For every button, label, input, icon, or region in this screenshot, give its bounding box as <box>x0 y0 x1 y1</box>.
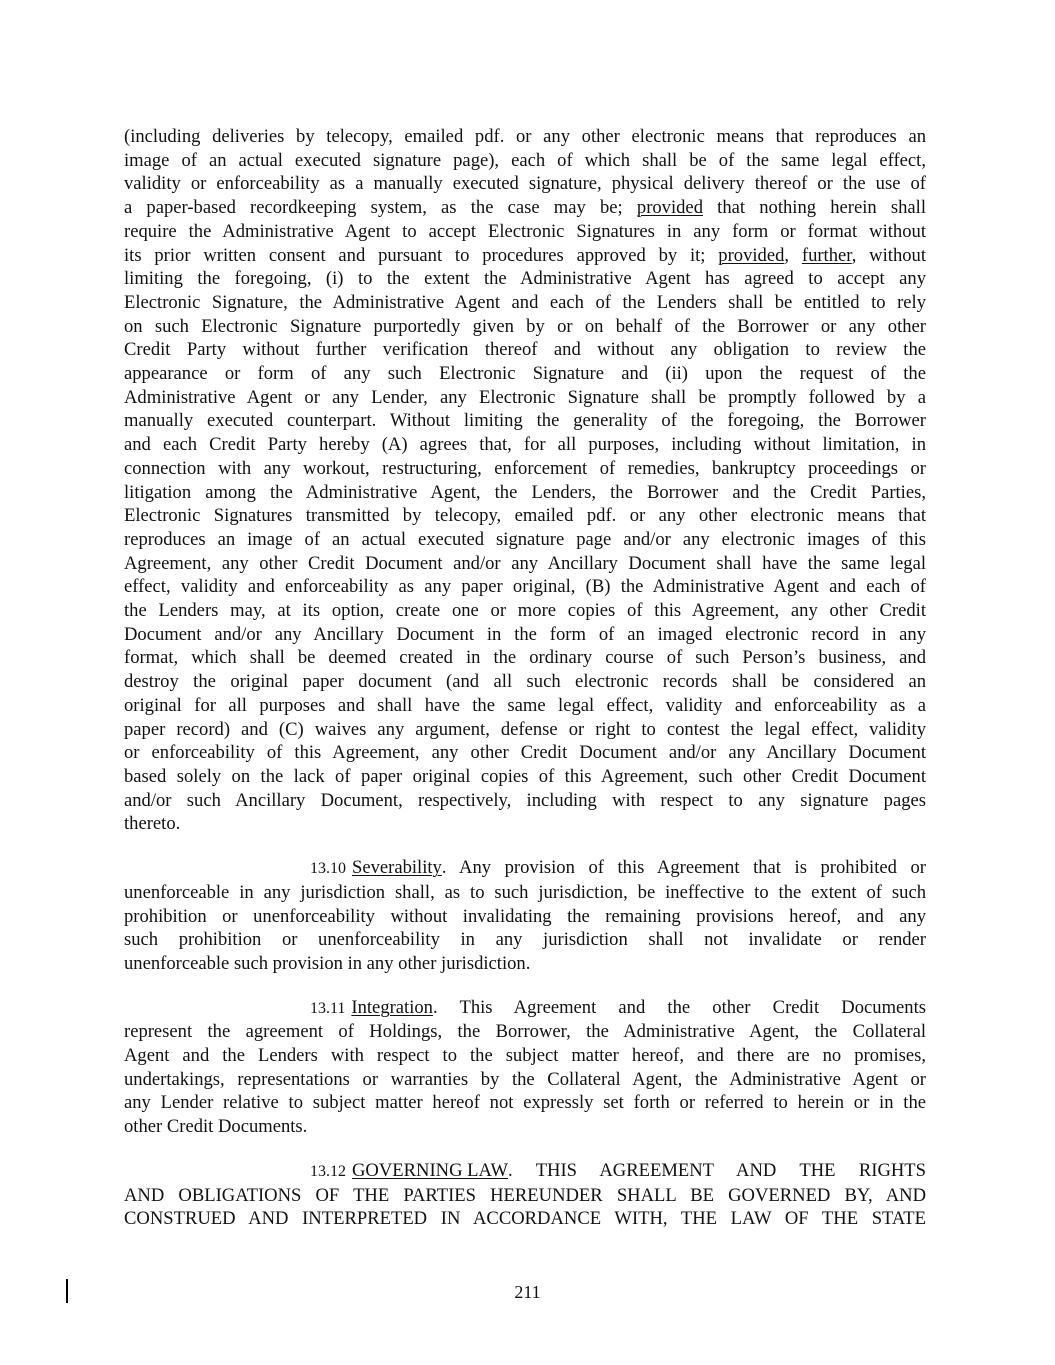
text-run: manually executed counterpart. Without limiting the generality of the foregoing, the Borrower <box>124 410 926 432</box>
section-13-12 <box>124 1159 926 1231</box>
text-run: connection with any workout, restructuring, enforcement of remedies, bankruptcy proceedings or <box>124 457 926 479</box>
paragraph-line <box>124 267 926 291</box>
paragraph-gap <box>124 836 926 856</box>
underlined-term: provided <box>636 197 703 219</box>
text-run: Administrative Agent or any Lender, any Electronic Signature shall be promptly followed by a <box>124 386 926 408</box>
section-line: AND OBLIGATIONS OF THE PARTIES HEREUNDER SHALL BE GOVERNED BY, AND <box>124 1184 926 1206</box>
section-line: any Lender relative to subject matter hereof not expressly set forth or referred to herein or in the <box>124 1092 926 1114</box>
paragraph-line <box>124 504 926 528</box>
text-run: Electronic Signature, the Administrative Agent and each of the Lenders shall be entitled to rely <box>124 291 926 313</box>
text-run: a paper-based recordkeeping system, as the case may be; <box>124 197 637 219</box>
text-run: , without <box>851 244 926 266</box>
text-run: validity or enforceability as a manually executed signature, physical delivery thereof or the use of <box>124 173 926 195</box>
section-line: CONSTRUED AND INTERPRETED IN ACCORDANCE WITH, THE LAW OF THE STATE <box>124 1208 926 1230</box>
page-number: 211 <box>514 1282 541 1302</box>
text-run: thereto. <box>124 813 181 835</box>
paragraph-line <box>124 623 926 647</box>
paragraph-line <box>124 528 926 552</box>
text-run: and/or such Ancillary Document, respectively, including with respect to any signature pages <box>124 789 926 811</box>
text-run: the Lenders may, at its option, create one or more copies of this Agreement, any other Credit <box>124 600 926 622</box>
section-13-10 <box>124 856 926 976</box>
section-first-line <box>124 1159 926 1184</box>
text-run: Credit Party without further verification thereof and without any obligation to review the <box>124 339 926 361</box>
paragraph-line <box>124 433 926 457</box>
section-line: prohibition or unenforceability without invalidating the remaining provisions hereof, and any <box>124 905 926 927</box>
section-line: represent the agreement of Holdings, the Borrower, the Administrative Agent, the Collateral <box>124 1021 926 1043</box>
paragraph-line <box>124 244 926 268</box>
section-heading: Severability <box>352 857 442 879</box>
section-first-line-text: . THIS AGREEMENT AND THE RIGHTS <box>508 1159 926 1181</box>
text-run: litigation among the Administrative Agent, the Lenders, the Borrower and the Credit Parties, <box>124 481 926 503</box>
section-number: 13.12 <box>310 1162 346 1180</box>
text-run: based solely on the lack of paper original copies of this Agreement, such other Credit Document <box>124 765 926 787</box>
page-content <box>124 125 926 1231</box>
text-run: effect, validity and enforceability as any paper original, (B) the Administrative Agent and each of <box>124 576 926 598</box>
paragraph-line <box>124 718 926 742</box>
paragraph-line <box>124 196 926 220</box>
paragraph-line <box>124 149 926 173</box>
paragraph-line <box>124 386 926 410</box>
continuation-paragraph <box>124 125 926 836</box>
paragraph-line <box>124 741 926 765</box>
section-heading: Integration <box>351 996 433 1018</box>
paragraph-line <box>124 646 926 670</box>
sections <box>124 836 926 1231</box>
text-run: paper record) and (C) waives any argument, defense or right to contest the legal effect, validity <box>124 718 926 740</box>
section-line: such prohibition or unenforceability in any jurisdiction shall not invalidate or render <box>124 929 926 951</box>
section-first-line-text: . Any provision of this Agreement that is prohibited or <box>441 857 926 879</box>
section-line: unenforceable in any jurisdiction shall, as to such jurisdiction, be ineffective to the extent of such <box>124 881 926 903</box>
section-first-line-text: . This Agreement and the other Credit Documents <box>432 996 926 1018</box>
text-run: format, which shall be deemed created in the ordinary course of such Person’s business, and <box>124 647 926 669</box>
section-line: unenforceable such provision in any other jurisdiction. <box>124 952 531 974</box>
text-run: its prior written consent and pursuant to procedures approved by it; <box>124 244 719 266</box>
section-number: 13.11 <box>310 999 346 1017</box>
paragraph-line <box>124 575 926 599</box>
section-line: other Credit Documents. <box>124 1116 308 1138</box>
text-run: or enforceability of this Agreement, any other Credit Document and/or any Ancillary Document <box>124 742 926 764</box>
text-run: , <box>784 244 802 266</box>
text-run: appearance or form of any such Electronic Signature and (ii) upon the request of the <box>124 363 926 385</box>
paragraph-line <box>124 220 926 244</box>
paragraph-line <box>124 599 926 623</box>
text-run: Electronic Signatures transmitted by telecopy, emailed pdf. or any other electronic means that <box>124 505 926 527</box>
text-run: destroy the original paper document (and all such electronic records shall be considered an <box>124 671 926 693</box>
underlined-term: provided <box>718 244 785 266</box>
section-line: Agent and the Lenders with respect to the subject matter hereof, and there are no promises, <box>124 1045 926 1067</box>
text-run: (including deliveries by telecopy, emailed pdf. or any other electronic means that reproduces an <box>124 126 926 147</box>
text-run: and each Credit Party hereby (A) agrees that, for all purposes, including without limitation, in <box>124 434 926 456</box>
underlined-term: further <box>801 244 852 266</box>
text-run: Agreement, any other Credit Document and/or any Ancillary Document shall have the same legal <box>124 552 926 574</box>
paragraph-line <box>124 409 926 433</box>
text-run: require the Administrative Agent to accept Electronic Signatures in any form or format without <box>124 220 926 242</box>
text-run: limiting the foregoing, (i) to the extent the Administrative Agent has agreed to accept any <box>124 268 926 290</box>
paragraph-line <box>124 694 926 718</box>
text-run: image of an actual executed signature page), each of which shall be of the same legal effect, <box>124 149 926 171</box>
paragraph-line <box>124 338 926 362</box>
section-first-line <box>124 856 926 881</box>
text-run: Document and/or any Ancillary Document in the form of an imaged electronic record in any <box>124 623 926 645</box>
paragraph-line <box>124 457 926 481</box>
paragraph-gap <box>124 976 926 996</box>
section-line: undertakings, representations or warranties by the Collateral Agent, the Administrative Agent or <box>124 1068 926 1090</box>
text-run: original for all purposes and shall have the same legal effect, validity and enforceability as a <box>124 694 926 716</box>
paragraph-line <box>124 765 926 789</box>
section-13-11 <box>124 996 926 1139</box>
paragraph-gap <box>124 1139 926 1159</box>
section-first-line <box>124 996 926 1021</box>
paragraph-line <box>124 812 926 836</box>
text-run: that nothing herein shall <box>703 197 926 219</box>
paragraph-line <box>124 670 926 694</box>
paragraph-line <box>124 362 926 386</box>
text-run: on such Electronic Signature purportedly given by or on behalf of the Borrower or any other <box>124 315 926 337</box>
paragraph-line <box>124 291 926 315</box>
section-number: 13.10 <box>310 860 346 878</box>
paragraph-line <box>124 172 926 196</box>
paragraph-line <box>124 552 926 576</box>
text-run: reproduces an image of an actual executed signature page and/or any electronic images of this <box>124 528 926 550</box>
paragraph-line <box>124 789 926 813</box>
paragraph-line <box>124 125 926 149</box>
section-heading: GOVERNING LAW <box>352 1159 509 1181</box>
paragraph-line <box>124 481 926 505</box>
paragraph-line <box>124 315 926 339</box>
